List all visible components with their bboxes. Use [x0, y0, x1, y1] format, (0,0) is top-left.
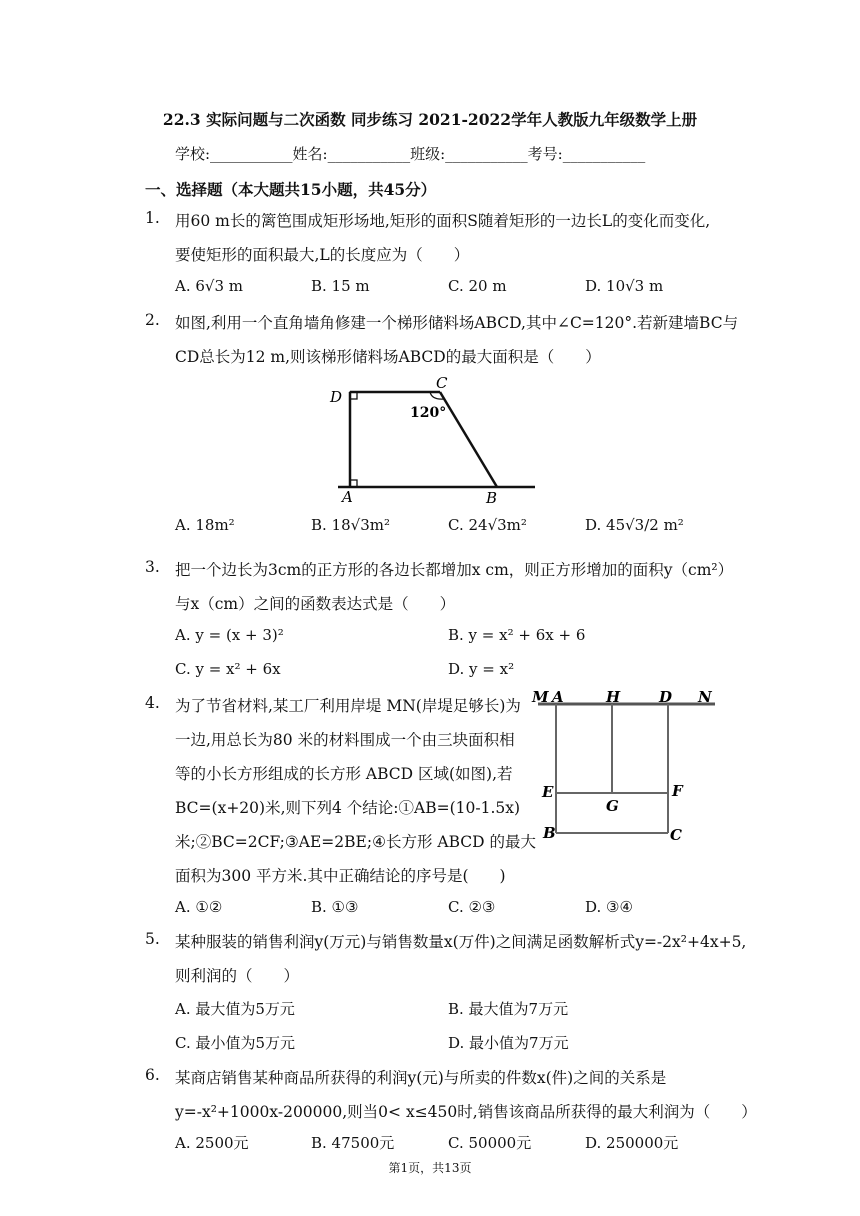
question-1-line-1: 用60 m长的篱笆围成矩形场地,矩形的面积S随着矩形的一边长L的变化而变化, — [175, 212, 711, 230]
question-4-option-b: B. ①③ — [311, 898, 359, 916]
question-3-option-b: B. y = x² + 6x + 6 — [448, 626, 586, 644]
question-4-line-2: 一边,用总长为80 米的材料围成一个由三块面积相 — [175, 731, 515, 749]
question-1-number: 1. — [145, 209, 160, 227]
question-6-option-d: D. 250000元 — [585, 1134, 679, 1152]
page-footer: 第1页，共13页 — [388, 1161, 472, 1175]
question-3-option-c: C. y = x² + 6x — [175, 660, 281, 678]
question-4-option-d: D. ③④ — [585, 898, 633, 916]
question-2-line-1: 如图,利用一个直角墙角修建一个梯形储料场ABCD,其中∠C=120°.若新建墙BC与 — [175, 314, 739, 332]
label-a: A — [552, 688, 564, 706]
question-3-line-1: 把一个边长为3cm的正方形的各边长都增加x cm，则正方形增加的面积y（cm²） — [175, 561, 734, 579]
label-e: E — [542, 783, 554, 801]
label-a: A — [342, 488, 353, 505]
question-5-line-1: 某种服装的销售利润y(万元)与销售数量x(万件)之间满足函数解析式y=-2x²+4x+5, — [175, 933, 747, 951]
label-g: G — [606, 797, 619, 815]
question-4-line-3: 等的小长方形组成的长方形 ABCD 区域(如图),若 — [175, 765, 513, 783]
section-heading: 一、选择题（本大题共15小题，共45分） — [145, 180, 437, 199]
question-5-line-2: 则利润的（ ） — [175, 967, 300, 985]
label-d: D — [330, 388, 343, 406]
question-3-number: 3. — [145, 558, 160, 576]
label-b: B — [543, 824, 556, 842]
question-2-option-b: B. 18√3m² — [311, 516, 390, 534]
question-6-line-1: 某商店销售某种商品所获得的利润y(元)与所卖的件数x(件)之间的关系是 — [175, 1069, 667, 1087]
question-3-option-a: A. y = (x + 3)² — [175, 626, 284, 644]
question-4-line-4: BC=(x+20)米,则下列4 个结论:①AB=(10-1.5x) — [175, 799, 521, 817]
question-4-line-1: 为了节省材料,某工厂利用岸堤 MN(岸堤足够长)为 — [175, 697, 521, 715]
label-c: C — [436, 374, 448, 392]
question-2-option-d: D. 45√3/2 m² — [585, 516, 684, 534]
student-info-line: 学校:___________姓名:___________班级:___________考号:___________ — [175, 145, 646, 163]
question-4-option-a: A. ①② — [175, 898, 223, 916]
label-b: B — [486, 489, 498, 505]
question-4-line-6: 面积为300 平方米.其中正确结论的序号是( ) — [175, 867, 506, 885]
document-title: 22.3 实际问题与二次函数 同步练习 2021-2022学年人教版九年级数学上册 — [162, 110, 698, 129]
question-5-option-b: B. 最大值为7万元 — [448, 1000, 569, 1018]
question-2-number: 2. — [145, 311, 160, 329]
question-1-option-b: B. 15 m — [311, 277, 370, 295]
question-5-number: 5. — [145, 930, 160, 948]
rectangle-figure — [530, 685, 720, 845]
question-6-option-a: A. 2500元 — [175, 1134, 249, 1152]
wall-cb — [440, 392, 497, 487]
label-angle-120: 120° — [410, 405, 447, 421]
question-6-number: 6. — [145, 1066, 160, 1084]
question-5-option-c: C. 最小值为5万元 — [175, 1034, 296, 1052]
question-2-line-2: CD总长为12 m,则该梯形储料场ABCD的最大面积是（ ） — [175, 348, 601, 366]
question-4-line-5: 米;②BC=2CF;③AE=2BE;④长方形 ABCD 的最大 — [175, 833, 536, 851]
question-2-option-a: A. 18m² — [175, 516, 235, 534]
label-d: D — [659, 688, 673, 706]
label-c: C — [670, 826, 682, 844]
label-h: H — [606, 688, 621, 706]
question-2-option-c: C. 24√3m² — [448, 516, 527, 534]
trapezoid-figure — [320, 370, 540, 505]
question-6-line-2: y=-x²+1000x-200000,则当0< x≤450时,销售该商品所获得的最大利润为（ ） — [175, 1103, 757, 1121]
question-5-option-d: D. 最小值为7万元 — [448, 1034, 569, 1052]
question-6-option-b: B. 47500元 — [311, 1134, 395, 1152]
question-4-number: 4. — [145, 694, 160, 712]
label-m: M — [532, 688, 549, 706]
question-4-option-c: C. ②③ — [448, 898, 496, 916]
label-f: F — [672, 782, 683, 800]
question-1-option-d: D. 10√3 m — [585, 277, 664, 295]
question-3-option-d: D. y = x² — [448, 660, 515, 678]
question-1-option-a: A. 6√3 m — [175, 277, 244, 295]
question-3-line-2: 与x（cm）之间的函数表达式是（ ） — [175, 595, 456, 613]
question-1-line-2: 要使矩形的面积最大,L的长度应为（ ） — [175, 246, 470, 264]
question-6-option-c: C. 50000元 — [448, 1134, 532, 1152]
label-n: N — [698, 688, 712, 706]
question-1-option-c: C. 20 m — [448, 277, 507, 295]
question-5-option-a: A. 最大值为5万元 — [175, 1000, 295, 1018]
